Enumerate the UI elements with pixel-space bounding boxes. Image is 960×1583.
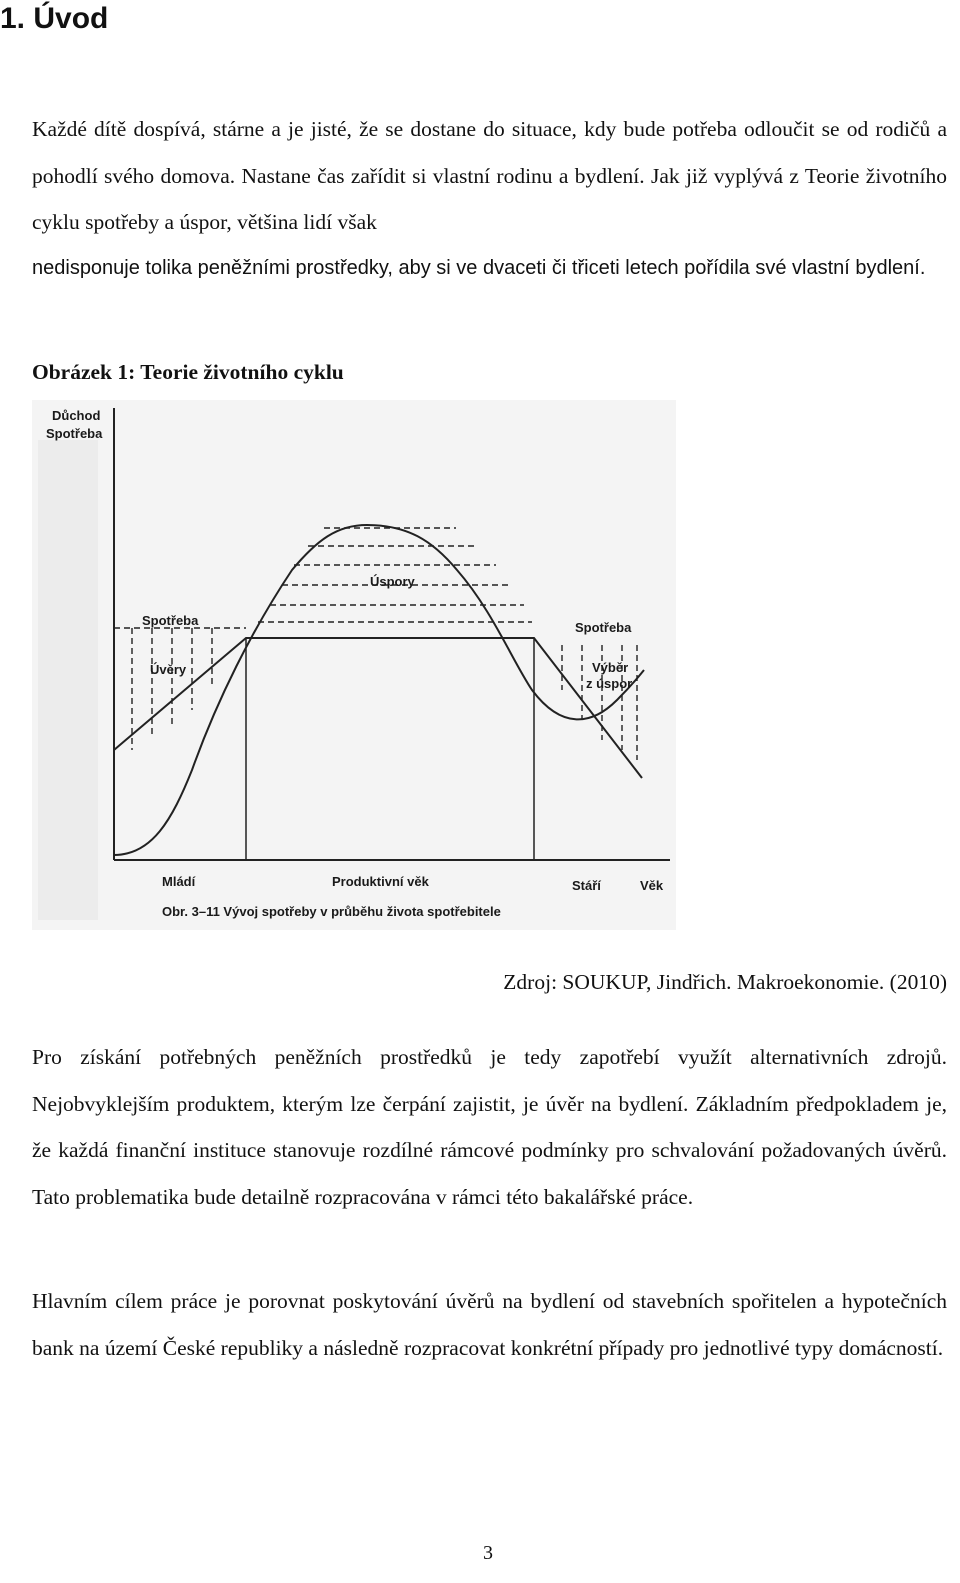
consumption-axis-label: Spotřeba xyxy=(46,426,103,441)
section-heading: 1. Úvod xyxy=(0,2,109,35)
withdrawal-label-1: Výběr xyxy=(592,660,629,675)
consumption-right-label: Spotřeba xyxy=(575,620,632,635)
withdrawal-label-2: z úspor xyxy=(586,676,633,691)
body-paragraph: Hlavním cílem práce je porovnat poskytování úvěrů na bydlení od stavebních spořitelen a hypotečních bank na území České republiky a následně rozpracovat konkrétní případy pro jednotlivé typy domácností. xyxy=(32,1289,947,1360)
loans-label: Úvěry xyxy=(150,662,187,677)
intro-paragraph-part2: nedisponuje tolika peněžními prostředky, aby si ve dvaceti či třiceti letech pořídila své vlastní bydlení. xyxy=(32,257,926,279)
scan-background xyxy=(32,400,676,930)
life-cycle-figure xyxy=(32,400,676,930)
old-age-label: Stáří xyxy=(572,878,601,893)
youth-label: Mládí xyxy=(162,874,196,889)
income-axis-label: Důchod xyxy=(52,408,101,423)
productive-age-label: Produktivní věk xyxy=(332,874,429,889)
inner-figure-caption: Obr. 3–11 Vývoj spotřeby v průběhu života spotřebitele xyxy=(162,904,501,919)
figure-caption: Obrázek 1: Teorie životního cyklu xyxy=(32,360,344,384)
scan-margin-shadow xyxy=(38,440,98,920)
intro-paragraph-part1: Každé dítě dospívá, stárne a je jisté, že se dostane do situace, kdy bude potřeba odloučit se od rodičů a pohodlí svého domova. Nastane čas zařídit si vlastní rodinu a bydlení. Jak již vyplývá z Teorie životního cyklu spotřeby a úspor, většina lidí však xyxy=(32,117,947,234)
life-cycle-diagram xyxy=(32,400,676,930)
figure-source: Zdroj: SOUKUP, Jindřich. Makroekonomie. (2010) xyxy=(503,970,947,994)
body-paragraph: Pro získání potřebných peněžních prostředků je tedy zapotřebí využít alternativních zdrojů. Nejobvyklejším produktem, kterým lze čerpání zajistit, je úvěr na bydlení. Základním předpokladem je, že každá finanční instituce stanovuje rozdílné rámcové podmínky pro schvalování požadovaných úvěrů. Tato problematika bude detailně rozpracována v rámci této bakalářské práce. xyxy=(32,1045,947,1209)
page-number: 3 xyxy=(483,1542,493,1564)
age-axis-label: Věk xyxy=(640,878,664,893)
consumption-left-label: Spotřeba xyxy=(142,613,199,628)
savings-label: Úspory xyxy=(370,574,415,589)
